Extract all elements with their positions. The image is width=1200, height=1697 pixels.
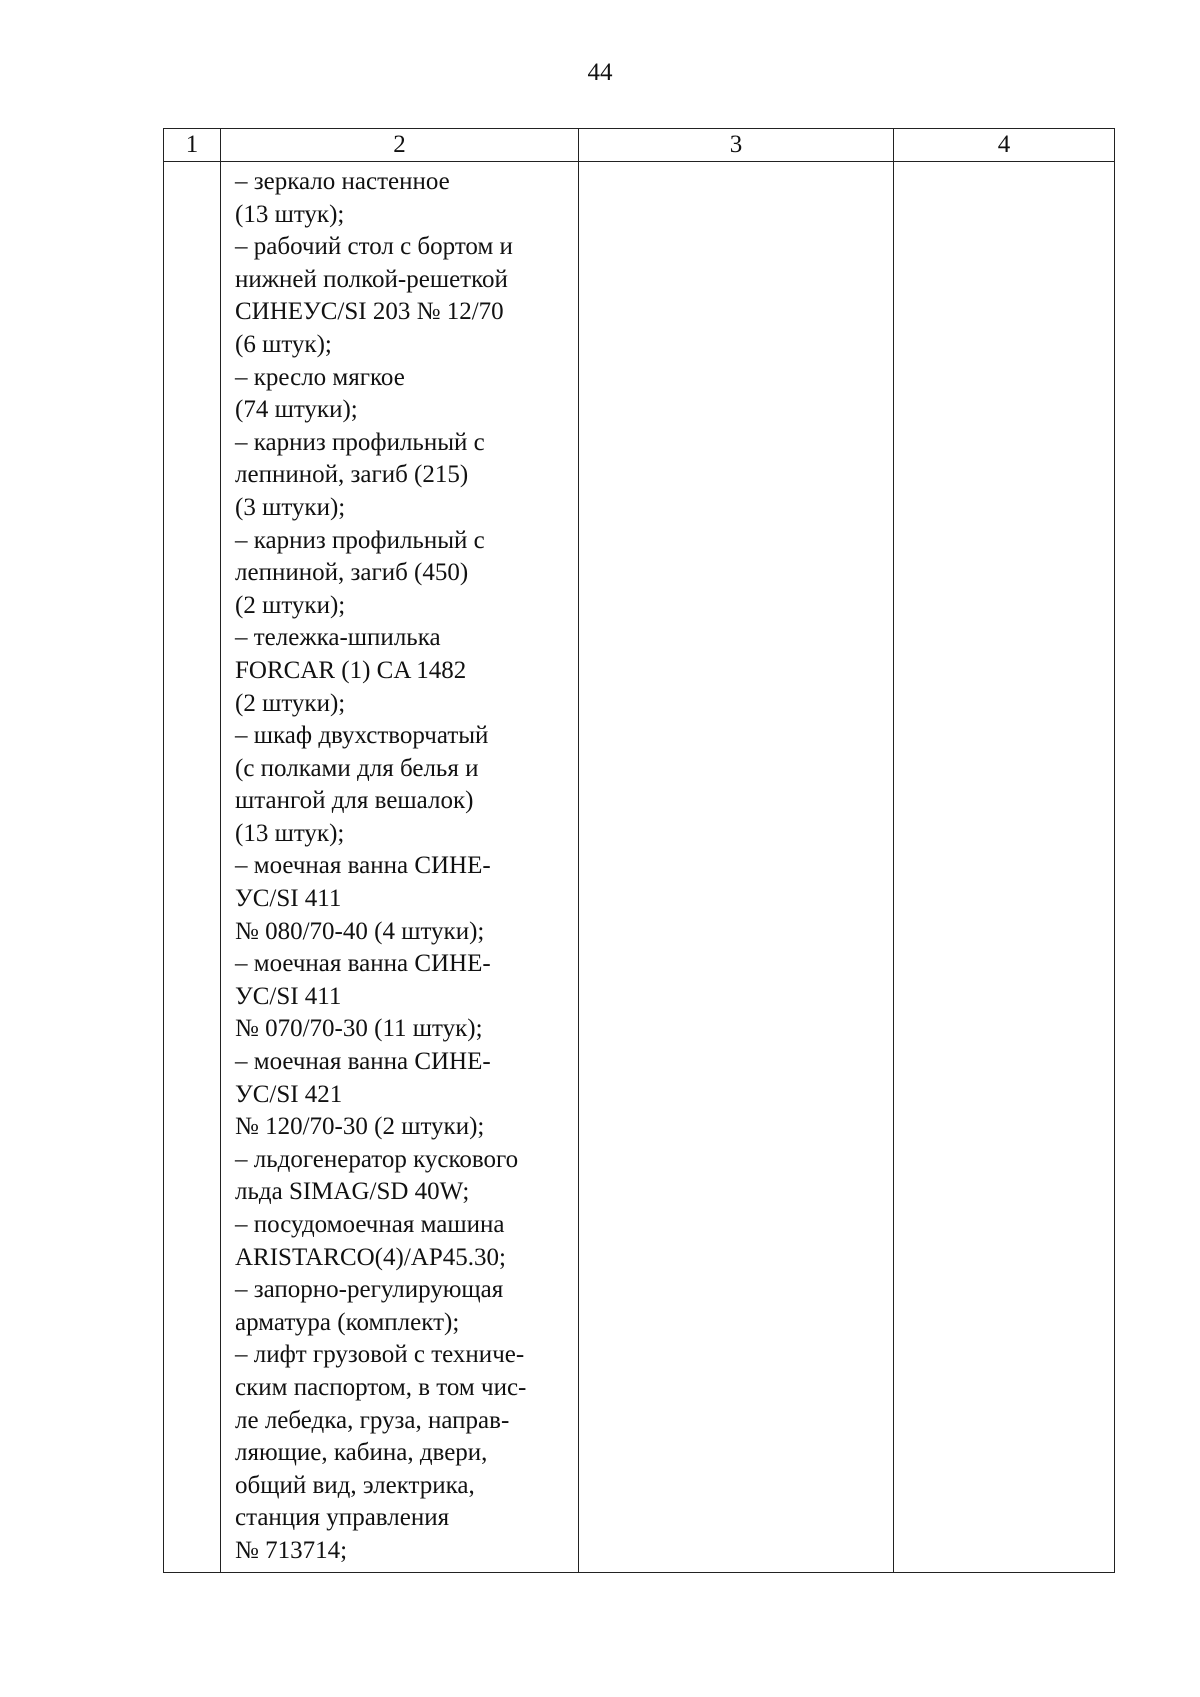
- equipment-line: (74 штуки);: [235, 396, 358, 424]
- cell-col-2: [221, 162, 579, 1573]
- equipment-line: (2 штуки);: [235, 689, 346, 717]
- equipment-line: (13 штук);: [235, 819, 345, 847]
- equipment-line: – карниз профильный с: [235, 526, 485, 554]
- equipment-line: – тележка-шпилька: [235, 624, 441, 652]
- equipment-line: (13 штук);: [235, 200, 345, 228]
- equipment-line: – шкаф двухстворчатый: [235, 722, 489, 750]
- equipment-line: общий вид, электрика,: [235, 1471, 475, 1499]
- equipment-line: (6 штук);: [235, 330, 332, 358]
- equipment-line: FORCAR (1) CA 1482: [235, 656, 467, 684]
- column-header-3: 3: [579, 129, 894, 162]
- equipment-line: № 080/70-40 (4 штуки);: [235, 917, 485, 945]
- equipment-line: № 713714;: [235, 1536, 348, 1564]
- equipment-line: арматура (комплект);: [235, 1308, 460, 1336]
- equipment-line: ляющие, кабина, двери,: [235, 1439, 488, 1467]
- equipment-line: – моечная ванна СИНЕ-: [235, 950, 491, 978]
- table-row: [164, 162, 1115, 1573]
- equipment-line: нижней полкой-решеткой: [235, 265, 508, 293]
- equipment-line: – кресло мягкое: [235, 363, 405, 391]
- equipment-line: (2 штуки);: [235, 591, 346, 619]
- column-header-1: 1: [164, 129, 221, 162]
- equipment-line: – моечная ванна СИНЕ-: [235, 1048, 491, 1076]
- page-number: 44: [587, 59, 613, 86]
- equipment-line: № 070/70-30 (11 штук);: [235, 1015, 483, 1043]
- equipment-line: УС/SI 411: [235, 885, 342, 913]
- equipment-line: – льдогенератор кускового: [235, 1145, 519, 1173]
- equipment-line: – посудомоечная машина: [235, 1211, 505, 1238]
- cell-col-3: [579, 162, 894, 1573]
- equipment-line: ским паспортом, в том чис-: [235, 1373, 527, 1401]
- equipment-line: № 120/70-30 (2 штуки);: [235, 1113, 485, 1141]
- equipment-line: – лифт грузовой с техниче-: [235, 1341, 525, 1369]
- equipment-line: УС/SI 421: [235, 1080, 343, 1108]
- equipment-line: – запорно-регулирующая: [235, 1276, 504, 1304]
- column-header-2: 2: [221, 129, 579, 162]
- equipment-line: лепниной, загиб (215): [235, 461, 469, 489]
- equipment-line: ле лебедка, груза, направ-: [235, 1406, 510, 1434]
- equipment-line: УС/SI 411: [235, 982, 342, 1010]
- equipment-line: (с полками для белья и: [235, 754, 479, 782]
- equipment-list: [221, 162, 578, 1572]
- equipment-line: – рабочий стол с бортом и: [235, 233, 513, 261]
- equipment-line: – моечная ванна СИНЕ-: [235, 852, 491, 880]
- equipment-line: (3 штуки);: [235, 493, 346, 521]
- equipment-line: станция управления: [235, 1504, 450, 1532]
- equipment-line: – карниз профильный с: [235, 428, 485, 456]
- equipment-line: ARISTARCO(4)/AP45.30;: [235, 1243, 506, 1271]
- equipment-line: лепниной, загиб (450): [235, 559, 469, 587]
- equipment-line: СИНЕУС/SI 203 № 12/70: [235, 298, 504, 326]
- equipment-line: – зеркало настенное: [235, 168, 450, 195]
- equipment-line: штангой для вешалок): [235, 787, 474, 815]
- equipment-line: льда SIMAG/SD 40W;: [235, 1178, 470, 1206]
- table-header-row: [164, 129, 1115, 162]
- cell-col-4: [894, 162, 1115, 1573]
- column-header-4: 4: [894, 129, 1115, 162]
- cell-col-1: [164, 162, 221, 1573]
- equipment-table: [163, 128, 1115, 1573]
